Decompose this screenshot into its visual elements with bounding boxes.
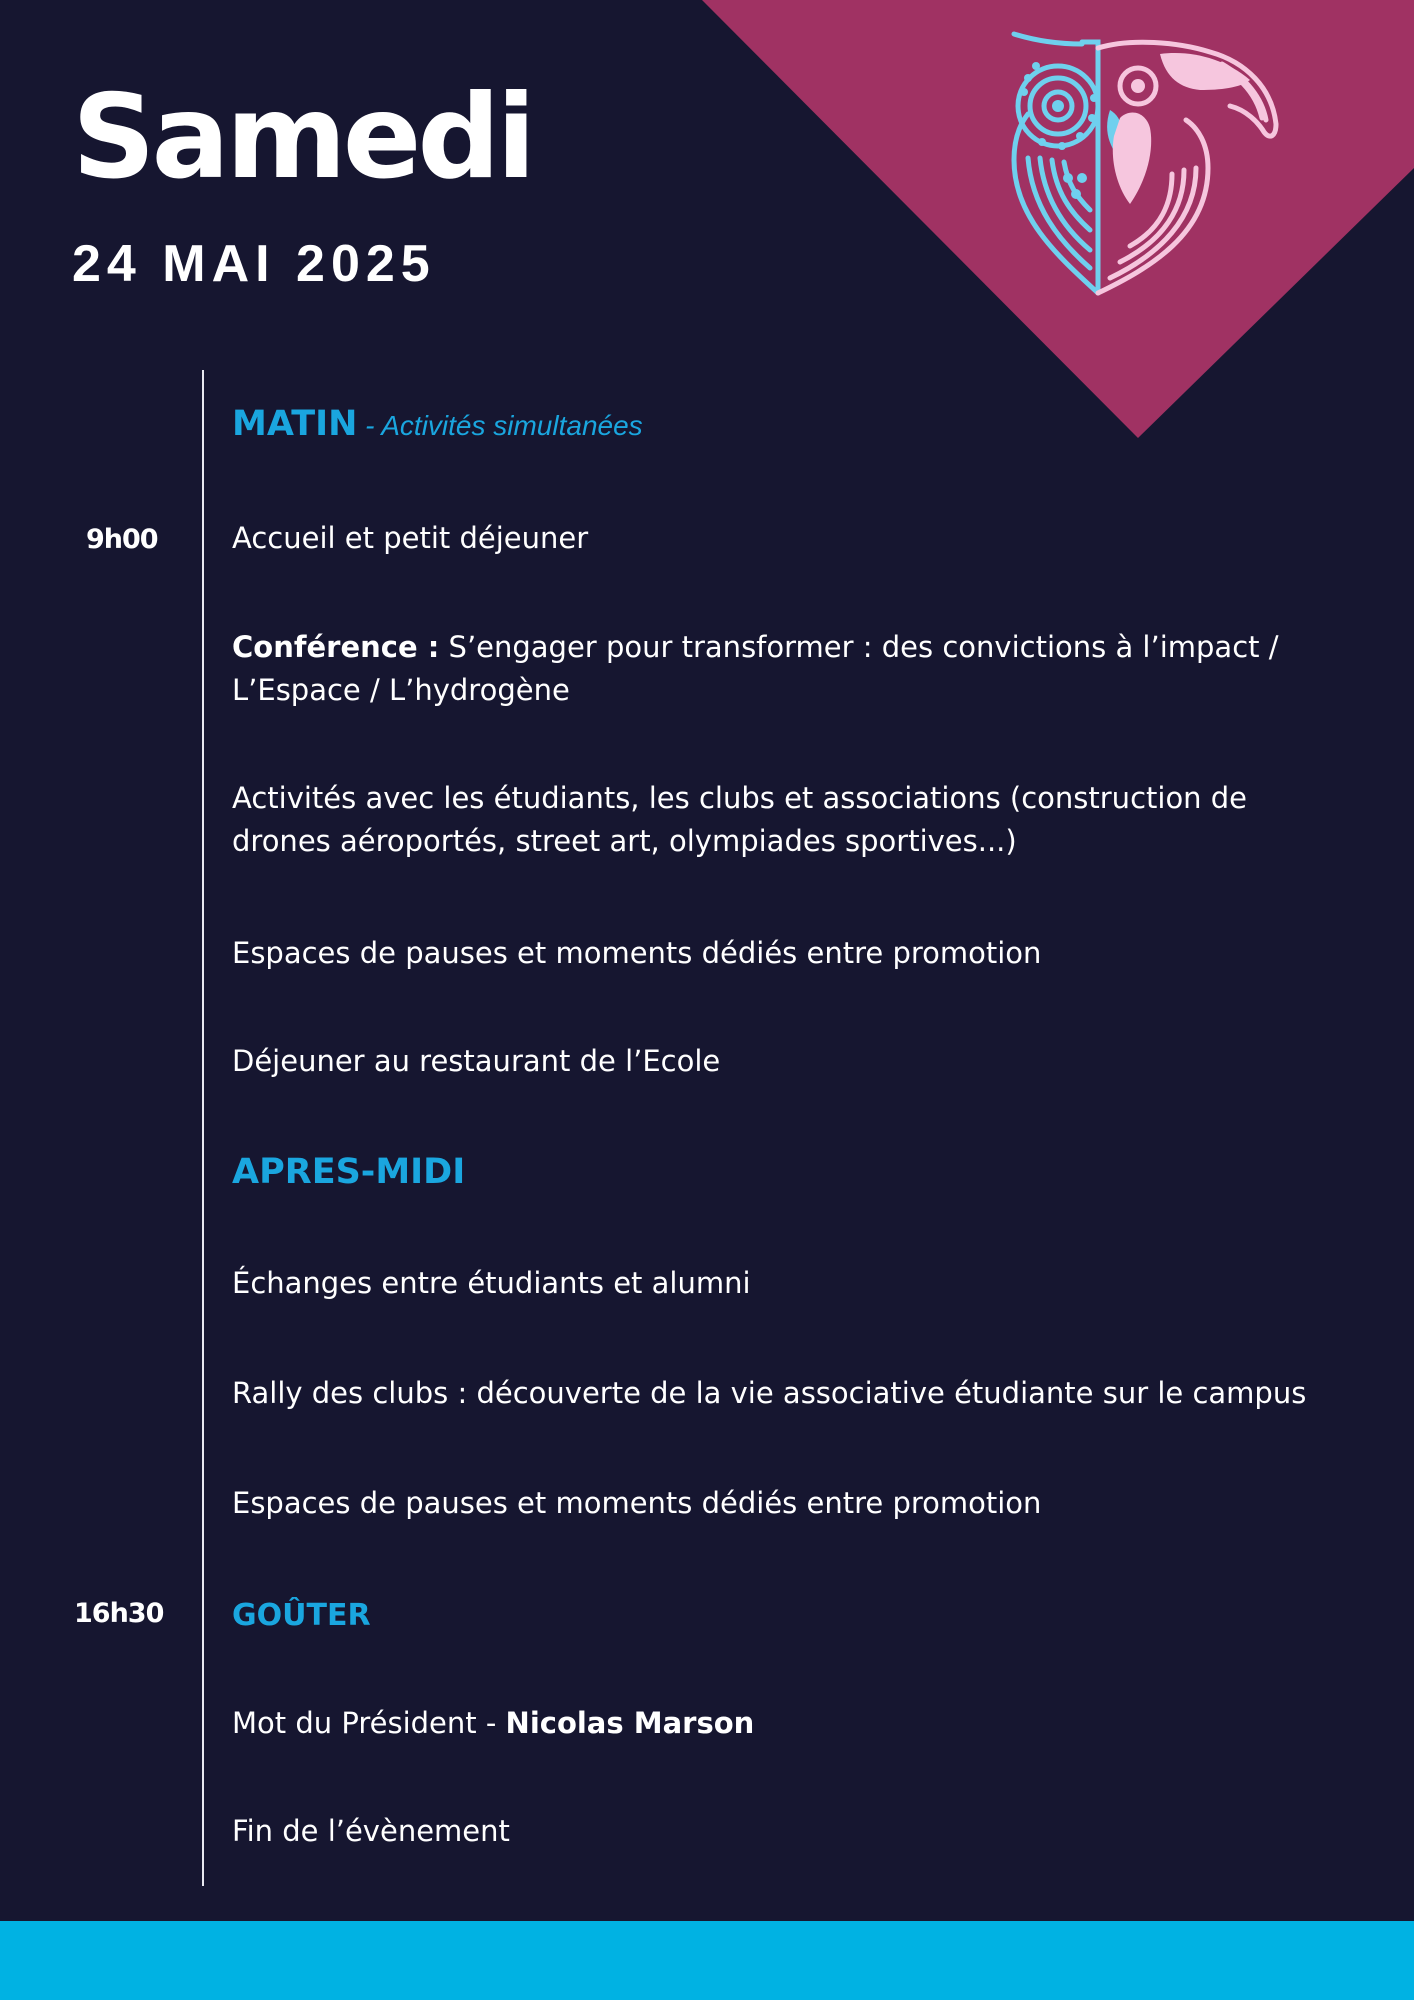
conference-text: S’engager pour transformer : des convictions à l’impact / L’Espace / L’hydrogène [232, 630, 1279, 707]
section-afternoon [232, 1151, 1312, 1195]
time-label-start: 9h00 [86, 524, 158, 555]
footer-bar [0, 1921, 1414, 2000]
president-prefix: Mot du Président - [232, 1706, 506, 1740]
section-morning [232, 403, 1312, 447]
schedule-item-president [232, 1702, 1312, 1745]
owl-toucan-logo-icon [1010, 28, 1280, 303]
event-date: 24 MAI 2025 [72, 235, 436, 293]
section-morning-label: MATIN [232, 404, 358, 444]
conference-label: Conférence : [232, 630, 440, 664]
schedule-item-end: Fin de l’évènement [232, 1814, 510, 1848]
timeline-line [202, 370, 204, 1886]
president-name: Nicolas Marson [505, 1706, 755, 1740]
page-title: Samedi [72, 70, 533, 205]
section-snack-label: GOÛTER [232, 1598, 371, 1633]
schedule-item-activities: Activités avec les étudiants, les clubs et associations (construction de drones aéroportés, street art, olympiades sportives...) [232, 781, 1248, 858]
section-snack [232, 1594, 1312, 1637]
schedule-item-rally: Rally des clubs : découverte de la vie associative étudiante sur le campus [232, 1376, 1307, 1410]
time-label-snack: 16h30 [74, 1598, 164, 1629]
schedule-item-lunch: Déjeuner au restaurant de l’Ecole [232, 1044, 721, 1078]
section-morning-subtitle: - Activités simultanées [357, 410, 643, 441]
schedule-item-conference [232, 626, 1312, 712]
section-afternoon-label: APRES-MIDI [232, 1152, 466, 1192]
schedule-item-breaks-morning: Espaces de pauses et moments dédiés entre promotion [232, 936, 1042, 970]
schedule-item-breakfast: Accueil et petit déjeuner [232, 521, 589, 555]
schedule-item-exchanges: Échanges entre étudiants et alumni [232, 1266, 751, 1300]
schedule-item-breaks-afternoon: Espaces de pauses et moments dédiés entre promotion [232, 1486, 1042, 1520]
